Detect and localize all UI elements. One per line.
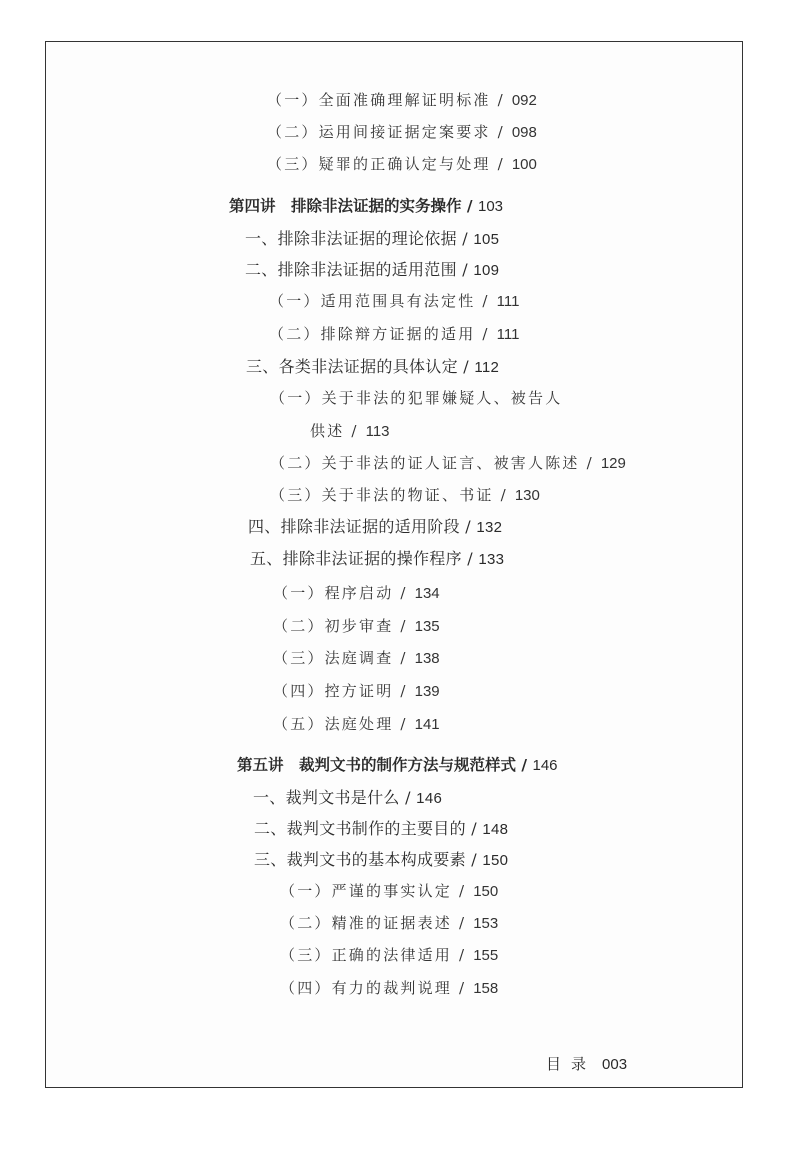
toc-entry: （一）适用范围具有法定性 / 111: [269, 292, 520, 310]
toc-entry-continued: 供述 / 113: [310, 422, 390, 440]
toc-entry: （二）排除辩方证据的适用 / 111: [269, 325, 520, 343]
toc-entry: （三）法庭调查 / 138: [273, 649, 440, 667]
toc-entry: （三）关于非法的物证、书证 / 130: [270, 486, 540, 504]
toc-entry: （二）运用间接证据定案要求 / 098: [267, 123, 537, 141]
toc-entry: （二）关于非法的证人证言、被害人陈述 / 129: [270, 454, 626, 472]
toc-entry: （四）控方证明 / 139: [273, 682, 440, 700]
toc-chapter-heading: 第五讲 裁判文书的制作方法与规范样式 / 146: [237, 756, 558, 774]
toc-entry: （一）程序启动 / 134: [273, 584, 440, 602]
toc-entry: （二）精准的证据表述 / 153: [280, 914, 499, 932]
page-footer: [546, 1053, 627, 1074]
toc-section: 二、裁判文书制作的主要目的 / 148: [254, 819, 509, 838]
toc-entry: （一）关于非法的犯罪嫌疑人、被告人: [270, 389, 563, 407]
page-number: 003: [602, 1056, 628, 1073]
toc-section: 三、裁判文书的基本构成要素 / 150: [254, 850, 509, 869]
toc-chapter-heading: 第四讲 排除非法证据的实务操作 / 103: [229, 197, 504, 215]
toc-section: 一、裁判文书是什么 / 146: [253, 788, 443, 807]
toc-entry: （三）正确的法律适用 / 155: [280, 946, 499, 964]
toc-entry: （二）初步审查 / 135: [273, 617, 440, 635]
toc-section: 一、排除非法证据的理论依据 / 105: [245, 229, 500, 248]
toc-entry: （四）有力的裁判说理 / 158: [280, 979, 499, 997]
toc-entry: （五）法庭处理 / 141: [273, 715, 440, 733]
toc-section: 二、排除非法证据的适用范围 / 109: [245, 260, 500, 279]
toc-entry: （三）疑罪的正确认定与处理 / 100: [267, 155, 537, 173]
toc-section: 五、排除非法证据的操作程序 / 133: [250, 549, 505, 568]
toc-section: 三、各类非法证据的具体认定 / 112: [246, 357, 500, 376]
toc-entry: （一）全面准确理解证明标准 / 092: [267, 91, 537, 109]
toc-entry: （一）严谨的事实认定 / 150: [280, 882, 499, 900]
toc-section: 四、排除非法证据的适用阶段 / 132: [248, 517, 503, 536]
running-head: 目录: [546, 1055, 597, 1073]
